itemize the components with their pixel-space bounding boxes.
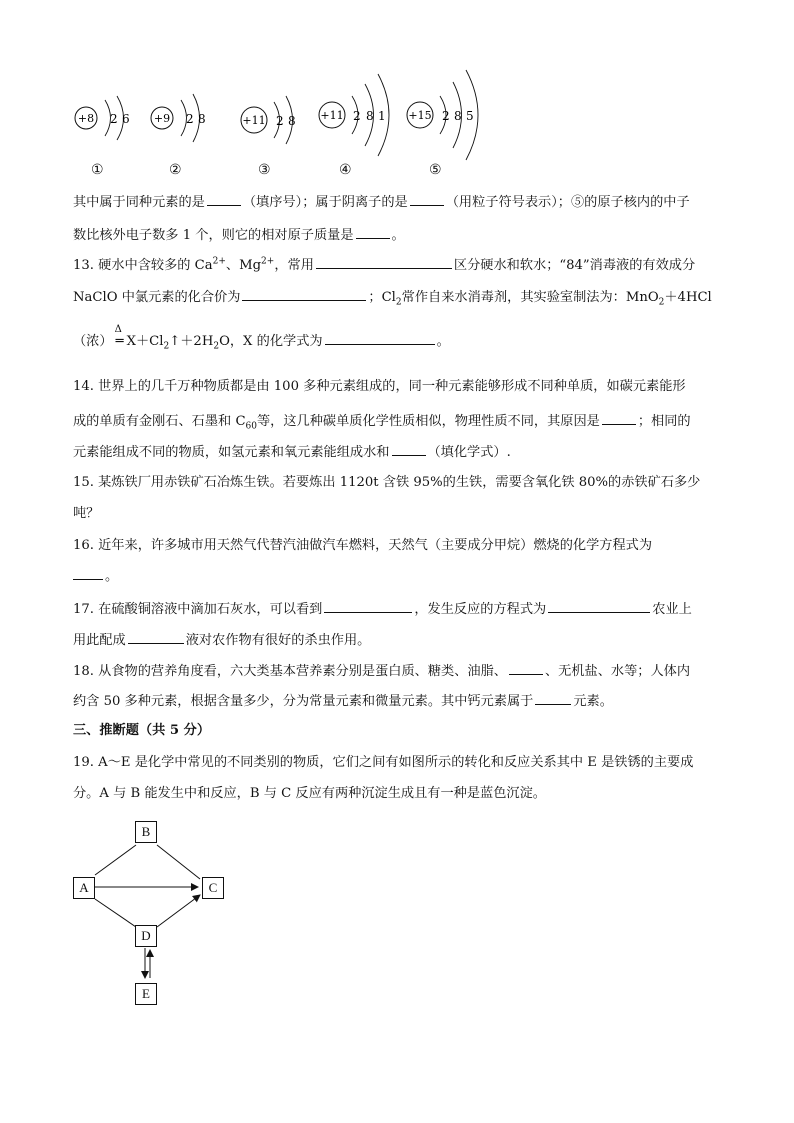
q18-line-2 (73, 690, 613, 712)
node-c: C (202, 877, 224, 899)
atom-3-label: ③ (258, 162, 271, 178)
atom-3 (241, 96, 296, 144)
q12-text-a: 其中属于同种元素的是 (73, 195, 205, 210)
edge-a-b (95, 845, 136, 875)
q19-line-2 (73, 784, 546, 804)
q16-line-1 (73, 536, 652, 556)
q13-text-l: O，X 的化学式为 (219, 334, 323, 349)
section-3-title: 三、推断题（共 5 分） (73, 723, 211, 738)
atom-2-label: ② (169, 162, 182, 178)
q13-text-h: ＋4HCl (664, 290, 712, 305)
q19-line-1 (73, 753, 693, 773)
q13-mg-charge: 2+ (261, 256, 275, 267)
q14-line-2 (73, 410, 691, 432)
arrow-d-c (157, 895, 200, 927)
q17-text-a: 17. 在硫酸铜溶液中滴加石灰水，可以看到 (73, 602, 323, 617)
q16-text-b: 。 (105, 569, 119, 584)
node-d: D (135, 925, 157, 947)
q17-blank-2[interactable] (548, 598, 650, 613)
q16-blank-1[interactable] (73, 565, 103, 580)
q18-text-a: 18. 从食物的营养角度看，六大类基本营养素分别是蛋白质、糖类、油脂、 (73, 664, 507, 679)
atom-5-label: ⑤ (429, 162, 442, 178)
q13-h2o-sub: 2 (213, 341, 220, 352)
q15-line-1 (73, 473, 700, 493)
node-a: A (73, 877, 95, 899)
q13-text-e: NaClO 中氯元素的化合价为 (73, 290, 241, 305)
atom-4-shell-3: 1 (378, 109, 386, 123)
atom-5-nucleus: +15 (408, 109, 432, 122)
edge-a-d (95, 899, 136, 927)
q17-line-1 (73, 598, 692, 620)
q17-blank-1[interactable] (324, 598, 412, 613)
q12-blank-1[interactable] (207, 191, 241, 206)
q13-heating-sign (113, 324, 127, 352)
q19-text-a: 19. A～E 是化学中常见的不同类别的物质，它们之间有如图所示的转化和反应关系其中 E 是铁锈的主要成 (73, 755, 694, 770)
q14-text-d: ；相同的 (637, 414, 691, 429)
q15-text-b: 吨？ (73, 506, 100, 521)
atom-4-nucleus: +11 (320, 109, 344, 122)
atom-2 (151, 94, 206, 142)
q12-text-c: （用粒子符号表示）；⑤的原子核内的中子 (445, 195, 690, 210)
q14-text-b: 成的单质有金刚石、石墨和 C (73, 414, 246, 429)
q12-blank-2[interactable] (410, 191, 444, 206)
q12-text-d: 数比核外电子数多 1 个，则它的相对原子质量是 (73, 228, 354, 243)
edge-b-c (157, 845, 200, 879)
q14-line-1 (73, 377, 686, 397)
q13-text-g: 常作自来水消毒剂，其实验室制法为：MnO (401, 290, 659, 305)
q13-equals-symbol: ═ (115, 334, 124, 349)
q12-blank-3[interactable] (356, 224, 390, 239)
q14-text-c: 等，这几种碳单质化学性质相似，物理性质不同，其原因是 (256, 414, 600, 429)
atom-2-shell-1: 2 (186, 112, 194, 126)
q13-blank-2[interactable] (242, 286, 366, 301)
q13-text-k: ↑＋2H (169, 334, 214, 349)
q13-text-b: 、Mg (225, 258, 262, 273)
atom-1-label: ① (91, 162, 104, 178)
q17-blank-3[interactable] (128, 629, 184, 644)
q18-text-d: 元素。 (573, 694, 613, 709)
q17-line-2 (73, 629, 370, 651)
q18-line-1 (73, 660, 690, 682)
q14-line-3 (73, 441, 511, 463)
q13-delta-symbol: Δ (114, 324, 122, 335)
atom-4-shell-2: 8 (366, 109, 374, 123)
q14-text-a: 14. 世界上的几千万种物质都是由 100 多种元素组成的，同一种元素能够形成不同种单质，如碳元素能形 (73, 379, 686, 394)
q12-text-e: 。 (391, 228, 405, 243)
atom-3-shell-1: 2 (276, 114, 284, 128)
q13-ca-charge: 2+ (212, 256, 226, 267)
q15-text-a: 15. 某炼铁厂用赤铁矿石冶炼生铁。若要炼出 1120t 含铁 95%的生铁，需要含氧化铁 80%的赤铁矿石多少 (73, 475, 701, 490)
q16-text-a: 16. 近年来，许多城市用天然气代替汽油做汽车燃料，天然气（主要成分甲烷）燃烧的化学方程式为 (73, 538, 653, 553)
atom-4-label: ④ (339, 162, 352, 178)
node-b: B (135, 821, 157, 843)
q17-text-d: 用此配成 (73, 633, 126, 648)
atom-5-shell-2: 8 (454, 109, 462, 123)
q17-text-c: 农业上 (652, 602, 692, 617)
q18-blank-1[interactable] (509, 660, 543, 675)
atom-3-nucleus: +11 (242, 114, 266, 127)
q12-line-2 (73, 224, 405, 246)
atom-4 (319, 74, 389, 156)
q14-text-e: 元素能组成不同的物质，如氢元素和氧元素能组成水和 (73, 445, 390, 460)
q13-text-i: （浓） (73, 334, 113, 349)
q14-c60-sub: 60 (245, 421, 257, 432)
q17-text-b: ，发生反应的方程式为 (414, 602, 547, 617)
atom-5 (407, 70, 478, 160)
q12-text-b: （填序号）；属于阴离子的是 (242, 195, 408, 210)
q16-line-2 (73, 565, 118, 587)
q13-text-j: X＋Cl (126, 334, 164, 349)
q18-text-b: 、无机盐、水等；人体内 (544, 664, 691, 679)
q13-text-c: ，常用 (274, 258, 314, 273)
q13-line-3 (73, 324, 450, 352)
q19-text-b: 分。A 与 B 能发生中和反应，B 与 C 反应有两种沉淀生成且有一种是蓝色沉淀。 (73, 786, 546, 801)
atom-1-shell-1: 2 (110, 112, 118, 126)
atom-4-shell-1: 2 (353, 109, 361, 123)
atom-2-nucleus: +9 (153, 112, 171, 125)
atom-1-nucleus: +8 (77, 112, 95, 125)
q13-line-2 (73, 286, 712, 308)
atom-5-shell-1: 2 (442, 109, 450, 123)
q15-line-2 (73, 504, 99, 524)
q12-line-1 (73, 191, 690, 213)
q18-text-c: 约含 50 多种元素，根据含量多少，分为常量元素和微量元素。其中钙元素属于 (73, 694, 534, 709)
q14-text-f: （填化学式）. (427, 445, 511, 460)
q13-line-1 (73, 254, 695, 276)
q19-relation-diagram (60, 815, 260, 1015)
q13-cl2-sub-2: 2 (163, 341, 170, 352)
q14-blank-2[interactable] (392, 441, 426, 456)
atom-1-shell-2: 6 (122, 112, 130, 126)
atom-5-shell-3: 5 (466, 109, 474, 123)
atom-3-shell-2: 8 (288, 114, 296, 128)
q13-blank-3[interactable] (325, 330, 435, 345)
q13-cl2-sub: 2 (395, 297, 402, 308)
q13-text-f: ；Cl (368, 290, 396, 305)
q13-text-a: 13. 硬水中含较多的 Ca (73, 258, 213, 273)
q13-text-d: 区分硬水和软水；“84”消毒液的有效成分 (453, 258, 696, 273)
q18-blank-2[interactable] (535, 690, 571, 705)
atom-1 (75, 96, 130, 140)
q14-blank-1[interactable] (602, 410, 636, 425)
atom-2-shell-2: 8 (198, 112, 206, 126)
q13-mno2-sub: 2 (658, 297, 665, 308)
q13-text-m: 。 (436, 334, 450, 349)
q17-text-e: 液对农作物有很好的杀虫作用。 (185, 633, 371, 648)
node-e: E (135, 983, 157, 1005)
q13-blank-1[interactable] (316, 254, 452, 269)
